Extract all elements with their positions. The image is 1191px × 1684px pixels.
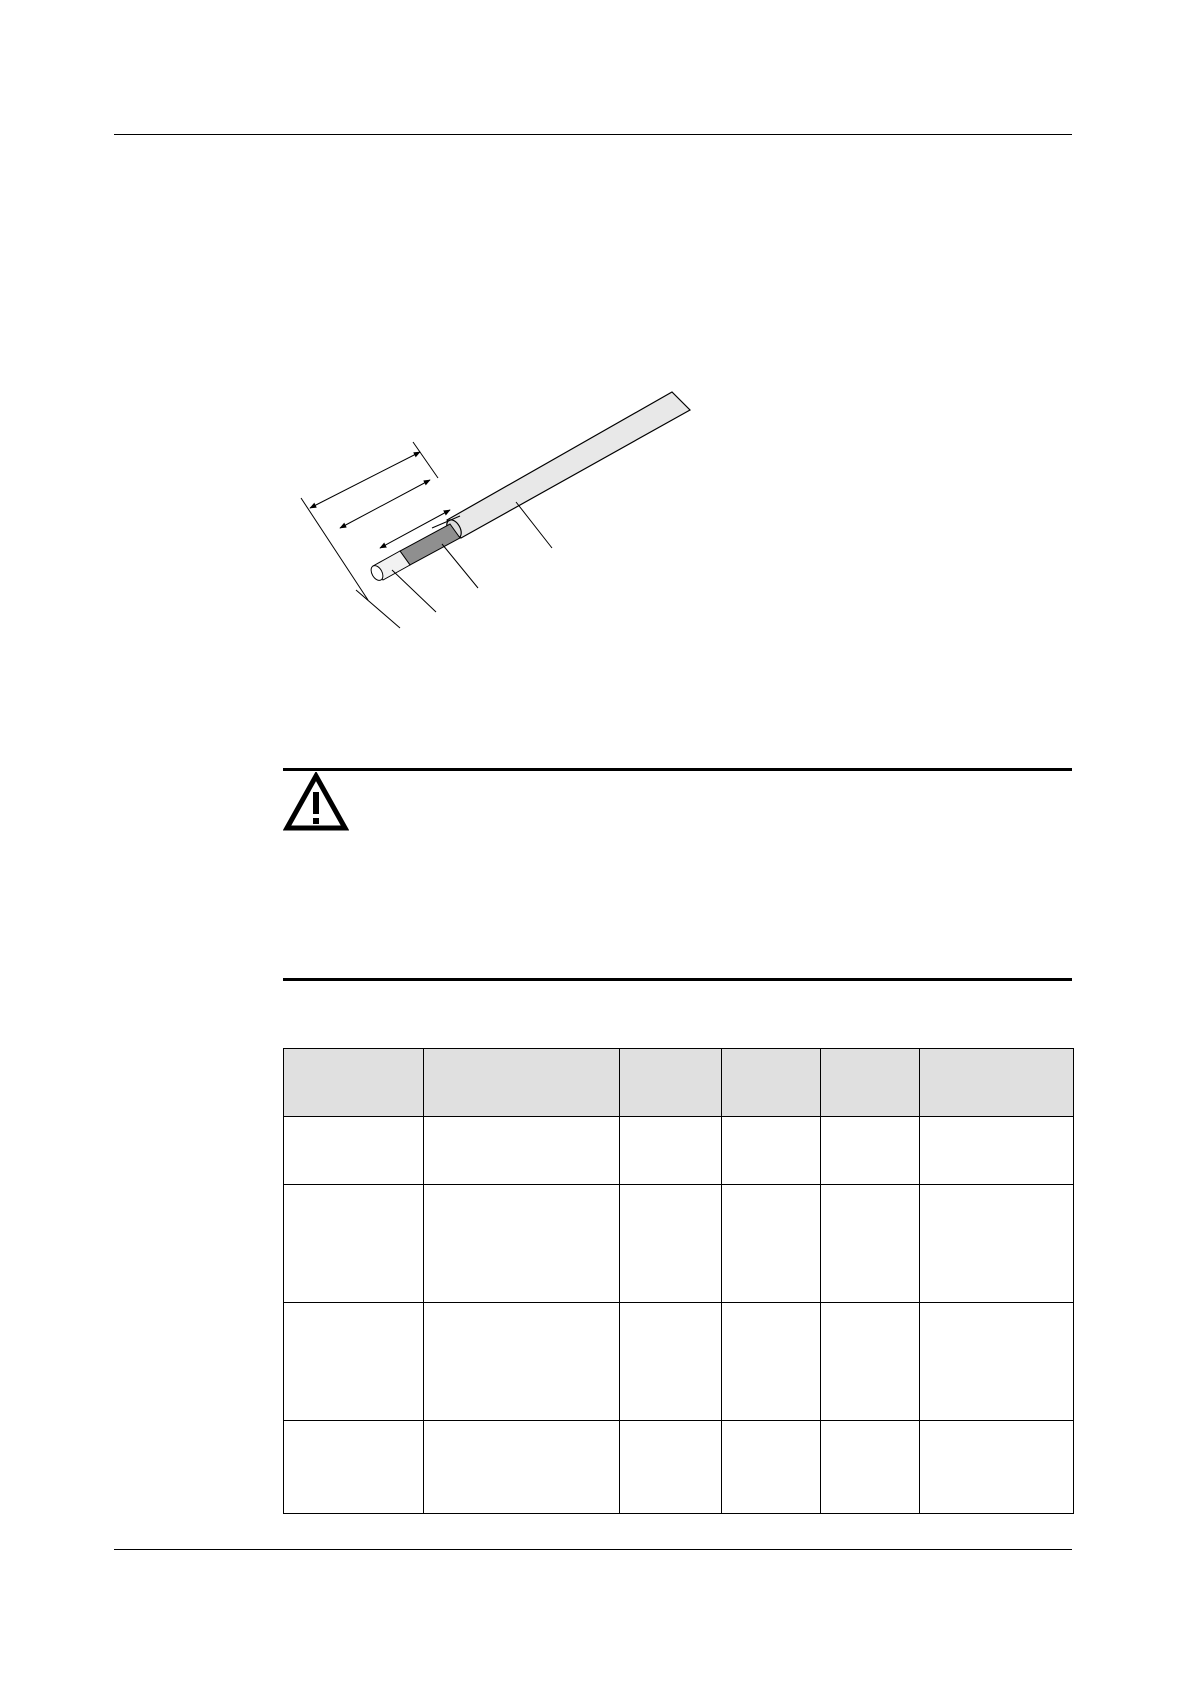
cable-strip-figure bbox=[280, 380, 700, 640]
table-cell bbox=[821, 1185, 920, 1303]
table-cell bbox=[620, 1421, 722, 1514]
table-cell bbox=[424, 1117, 620, 1185]
table-cell bbox=[620, 1117, 722, 1185]
table-cell bbox=[284, 1185, 424, 1303]
table-cell bbox=[920, 1185, 1074, 1303]
table-cell bbox=[920, 1117, 1074, 1185]
table-cell bbox=[821, 1421, 920, 1514]
caution-bottom-rule bbox=[283, 978, 1072, 981]
table-cell bbox=[920, 1303, 1074, 1421]
cable-strip-diagram bbox=[280, 380, 700, 640]
table-cell bbox=[722, 1303, 821, 1421]
table-row bbox=[284, 1117, 1074, 1185]
table-cell bbox=[620, 1303, 722, 1421]
table-cell bbox=[722, 1185, 821, 1303]
table-cell bbox=[284, 1421, 424, 1514]
table-header-cell bbox=[424, 1049, 620, 1117]
table-cell bbox=[722, 1117, 821, 1185]
table-header-cell bbox=[920, 1049, 1074, 1117]
footer-rule bbox=[114, 1549, 1072, 1550]
warning-triangle-icon bbox=[283, 772, 349, 832]
table-cell bbox=[620, 1185, 722, 1303]
table-cell bbox=[821, 1117, 920, 1185]
table-cell bbox=[424, 1185, 620, 1303]
table-row bbox=[284, 1185, 1074, 1303]
table-row bbox=[284, 1303, 1074, 1421]
table-cell bbox=[284, 1117, 424, 1185]
table-header-cell bbox=[821, 1049, 920, 1117]
table-header-row bbox=[284, 1049, 1074, 1117]
table-cell bbox=[424, 1303, 620, 1421]
table-header-cell bbox=[620, 1049, 722, 1117]
specification-table bbox=[283, 1048, 1074, 1514]
table-cell bbox=[424, 1421, 620, 1514]
caution-top-rule bbox=[283, 768, 1072, 771]
table-cell bbox=[722, 1421, 821, 1514]
table-cell bbox=[920, 1421, 1074, 1514]
table-cell bbox=[284, 1303, 424, 1421]
header-rule bbox=[114, 134, 1072, 135]
table-header-cell bbox=[284, 1049, 424, 1117]
table-row bbox=[284, 1421, 1074, 1514]
table-cell bbox=[821, 1303, 920, 1421]
table-header-cell bbox=[722, 1049, 821, 1117]
